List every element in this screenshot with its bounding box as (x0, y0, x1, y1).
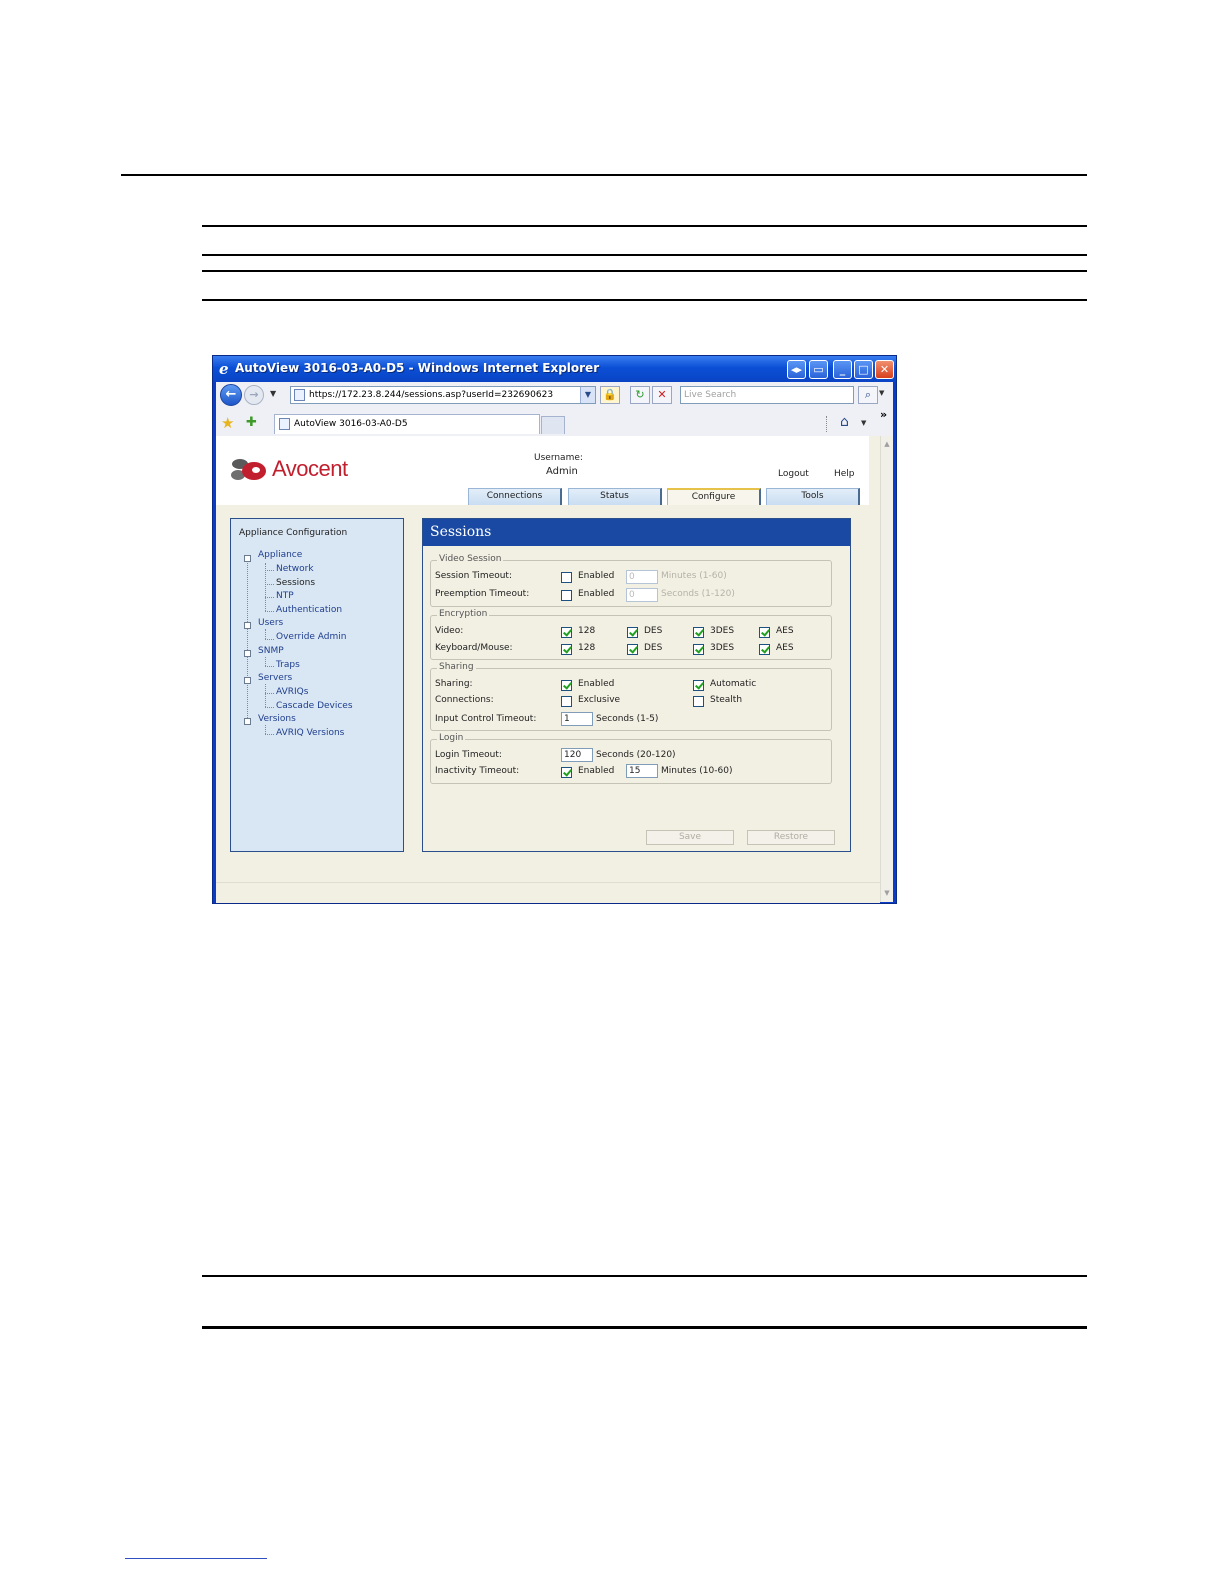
tree-item-network[interactable]: Network (276, 564, 314, 574)
tab-page-icon (279, 418, 290, 430)
video-128-label: 128 (578, 626, 596, 636)
login-group (430, 733, 832, 784)
sessions-panel (422, 518, 851, 852)
preemption-enabled-label: Enabled (578, 589, 615, 599)
browser-toolbar (216, 382, 893, 436)
inactivity-enabled-checkbox[interactable] (561, 767, 572, 778)
page-top-rule (121, 174, 1087, 176)
tree-item-traps[interactable]: Traps (276, 660, 300, 670)
username-label: Username: (534, 453, 583, 463)
session-timeout-label: Session Timeout: (435, 571, 512, 581)
tree-item-cascade-devices[interactable]: Cascade Devices (276, 701, 353, 711)
tree-connector (265, 597, 274, 598)
username-value: Admin (546, 466, 578, 477)
tree-item-avriq-versions[interactable]: AVRIQ Versions (276, 728, 345, 738)
sharing-enabled-label: Enabled (578, 679, 615, 689)
kbm-128-label: 128 (578, 643, 596, 653)
session-timeout-hint: Minutes (1-60) (661, 571, 727, 581)
address-dropdown-icon[interactable]: ▼ (580, 387, 595, 403)
tree-connector (265, 611, 274, 612)
tree-connector (265, 639, 274, 640)
preemption-timeout-hint: Seconds (1-120) (661, 589, 735, 599)
keyboard-mouse-label: Keyboard/Mouse: (435, 643, 513, 653)
new-tab-button[interactable] (541, 416, 565, 434)
tree-item-snmp[interactable]: SNMP (258, 646, 284, 656)
input-control-timeout-hint: Seconds (1-5) (596, 714, 659, 724)
tree-branch-servers (265, 684, 266, 707)
video-des-label: DES (644, 626, 663, 636)
kbm-aes-checkbox[interactable] (759, 644, 770, 655)
appliance-config-tree (230, 518, 404, 852)
login-timeout-label: Login Timeout: (435, 750, 502, 760)
video-3des-checkbox[interactable] (693, 627, 704, 638)
search-icon[interactable]: ⌕ (858, 386, 878, 404)
search-options-icon[interactable]: ▼ (879, 389, 885, 397)
tree-branch-users (265, 629, 266, 639)
browser-window (212, 355, 897, 904)
tree-item-appliance[interactable]: Appliance (258, 550, 303, 560)
sharing-group (430, 662, 832, 731)
expand-appliance-icon[interactable] (244, 555, 251, 562)
refresh-icon[interactable]: ↻ (630, 386, 650, 404)
help-link[interactable]: Help (834, 469, 855, 479)
preemption-timeout-label: Preemption Timeout: (435, 589, 530, 599)
title-bar (213, 356, 896, 382)
tree-connector (265, 666, 274, 667)
history-dropdown-icon[interactable]: ▼ (270, 389, 277, 398)
tree-item-override-admin[interactable]: Override Admin (276, 632, 347, 642)
sessions-header (423, 519, 850, 546)
exclusive-label: Exclusive (578, 695, 621, 705)
session-timeout-input[interactable]: 0 (626, 570, 658, 584)
kbm-3des-checkbox[interactable] (693, 644, 704, 655)
connections-label: Connections: (435, 695, 494, 705)
stealth-checkbox[interactable] (693, 696, 704, 707)
video-session-legend: Video Session (439, 554, 502, 564)
kbm-des-checkbox[interactable] (627, 644, 638, 655)
login-timeout-hint: Seconds (20-120) (596, 750, 676, 760)
scroll-up-icon[interactable]: ▲ (884, 440, 890, 448)
video-encryption-label: Video: (435, 626, 464, 636)
search-input[interactable]: Live Search (680, 386, 854, 404)
video-aes-checkbox[interactable] (759, 627, 770, 638)
tree-item-users[interactable]: Users (258, 618, 284, 628)
sharing-automatic-checkbox[interactable] (693, 680, 704, 691)
table-rule-2 (202, 254, 1087, 256)
status-bar (216, 882, 880, 903)
extra-window-icon[interactable]: ◂▸ (787, 360, 806, 379)
inactivity-timeout-label: Inactivity Timeout: (435, 766, 520, 776)
toolbar-separator (826, 416, 828, 432)
login-legend: Login (439, 733, 464, 743)
login-timeout-input[interactable]: 120 (561, 748, 593, 762)
address-bar[interactable] (290, 386, 596, 404)
browser-tab[interactable] (274, 414, 540, 434)
session-enabled-label: Enabled (578, 571, 615, 581)
add-favorites-icon[interactable]: ✚ (246, 415, 257, 430)
scroll-down-icon[interactable]: ▼ (884, 889, 890, 897)
restore-button[interactable]: Restore (747, 830, 835, 845)
preemption-timeout-input[interactable]: 0 (626, 588, 658, 602)
minimize-button[interactable]: _ (833, 360, 852, 379)
kbm-aes-label: AES (776, 643, 794, 653)
table-rule-3 (202, 270, 1087, 272)
tree-item-authentication[interactable]: Authentication (276, 605, 343, 615)
expand-snmp-icon[interactable] (244, 650, 251, 657)
page-icon (294, 389, 305, 401)
app-header (216, 436, 869, 505)
sharing-enabled-checkbox[interactable] (561, 680, 572, 691)
tree-branch-versions (265, 725, 266, 734)
more-tools-chevron-icon[interactable]: » (880, 408, 888, 421)
input-control-timeout-input[interactable]: 1 (561, 712, 593, 726)
tree-connector (265, 734, 274, 735)
encryption-group (430, 609, 832, 660)
tree-item-versions[interactable]: Versions (258, 714, 296, 724)
window-title: AutoView 3016-03-A0-D5 - Windows Internet Explorer (235, 361, 600, 375)
expand-servers-icon[interactable] (244, 677, 251, 684)
video-des-checkbox[interactable] (627, 627, 638, 638)
footer-link-underline (125, 1558, 267, 1559)
session-timeout-checkbox[interactable] (561, 572, 572, 583)
note-rule-top (202, 1275, 1087, 1277)
video-3des-label: 3DES (710, 626, 735, 636)
tab-configure[interactable]: Configure (667, 488, 761, 505)
exclusive-checkbox[interactable] (561, 696, 572, 707)
video-128-checkbox[interactable] (561, 627, 572, 638)
kbm-des-label: DES (644, 643, 663, 653)
lock-icon[interactable]: 🔒 (600, 386, 620, 404)
close-button[interactable]: ✕ (875, 360, 894, 379)
table-rule-4 (202, 299, 1087, 301)
tree-item-sessions[interactable]: Sessions (276, 578, 316, 588)
preemption-timeout-checkbox[interactable] (561, 590, 572, 601)
tree-item-avriqs[interactable]: AVRIQs (276, 687, 309, 697)
favorites-star-icon[interactable]: ★ (221, 414, 235, 432)
sharing-automatic-label: Automatic (710, 679, 757, 689)
address-url: https://172.23.8.244/sessions.asp?userId=232690623 (309, 390, 554, 400)
tree-item-ntp[interactable]: NTP (276, 591, 294, 601)
back-button[interactable]: ← (220, 384, 242, 406)
tab-tools[interactable]: Tools (766, 488, 860, 505)
tree-branch-snmp (265, 657, 266, 666)
expand-versions-icon[interactable] (244, 718, 251, 725)
kbm-128-checkbox[interactable] (561, 644, 572, 655)
stealth-label: Stealth (710, 695, 743, 705)
save-button[interactable]: Save (646, 830, 734, 845)
sessions-title: Sessions (430, 524, 492, 540)
tab-connections[interactable]: Connections (468, 488, 562, 505)
encryption-legend: Encryption (439, 609, 488, 619)
logout-link[interactable]: Logout (778, 469, 809, 479)
inactivity-enabled-label: Enabled (578, 766, 615, 776)
tree-connector (265, 693, 274, 694)
home-dropdown-icon[interactable]: ▼ (861, 419, 867, 427)
tree-title: Appliance Configuration (239, 528, 348, 538)
tree-connector (265, 707, 274, 708)
vertical-scrollbar[interactable] (880, 436, 893, 902)
expand-users-icon[interactable] (244, 622, 251, 629)
tab-status[interactable]: Status (568, 488, 662, 505)
ie-logo-icon: e (219, 360, 229, 378)
tree-item-servers[interactable]: Servers (258, 673, 293, 683)
sharing-label: Sharing: (435, 679, 473, 689)
tree-trunk-line (247, 559, 248, 724)
sharing-legend: Sharing (439, 662, 474, 672)
tab-label: AutoView 3016-03-A0-D5 (294, 419, 408, 429)
stop-icon[interactable]: ✕ (652, 386, 672, 404)
video-session-group (430, 554, 832, 607)
tree-connector (265, 584, 274, 585)
home-icon[interactable]: ⌂ (840, 414, 849, 430)
maximize-button[interactable]: □ (854, 360, 873, 379)
video-aes-label: AES (776, 626, 794, 636)
page-content (216, 436, 880, 902)
tree-connector (265, 570, 274, 571)
forward-button[interactable]: → (244, 385, 264, 405)
inactivity-timeout-hint: Minutes (10-60) (661, 766, 733, 776)
kbm-3des-label: 3DES (710, 643, 735, 653)
avocent-logo-text: Avocent (272, 456, 348, 481)
note-rule-bottom (202, 1326, 1087, 1329)
input-control-timeout-label: Input Control Timeout: (435, 714, 537, 724)
table-rule-1 (202, 225, 1087, 227)
inactivity-timeout-input[interactable]: 15 (626, 764, 658, 778)
restore-window-icon[interactable]: ▭ (809, 360, 828, 379)
avocent-logo-icon (230, 457, 268, 485)
